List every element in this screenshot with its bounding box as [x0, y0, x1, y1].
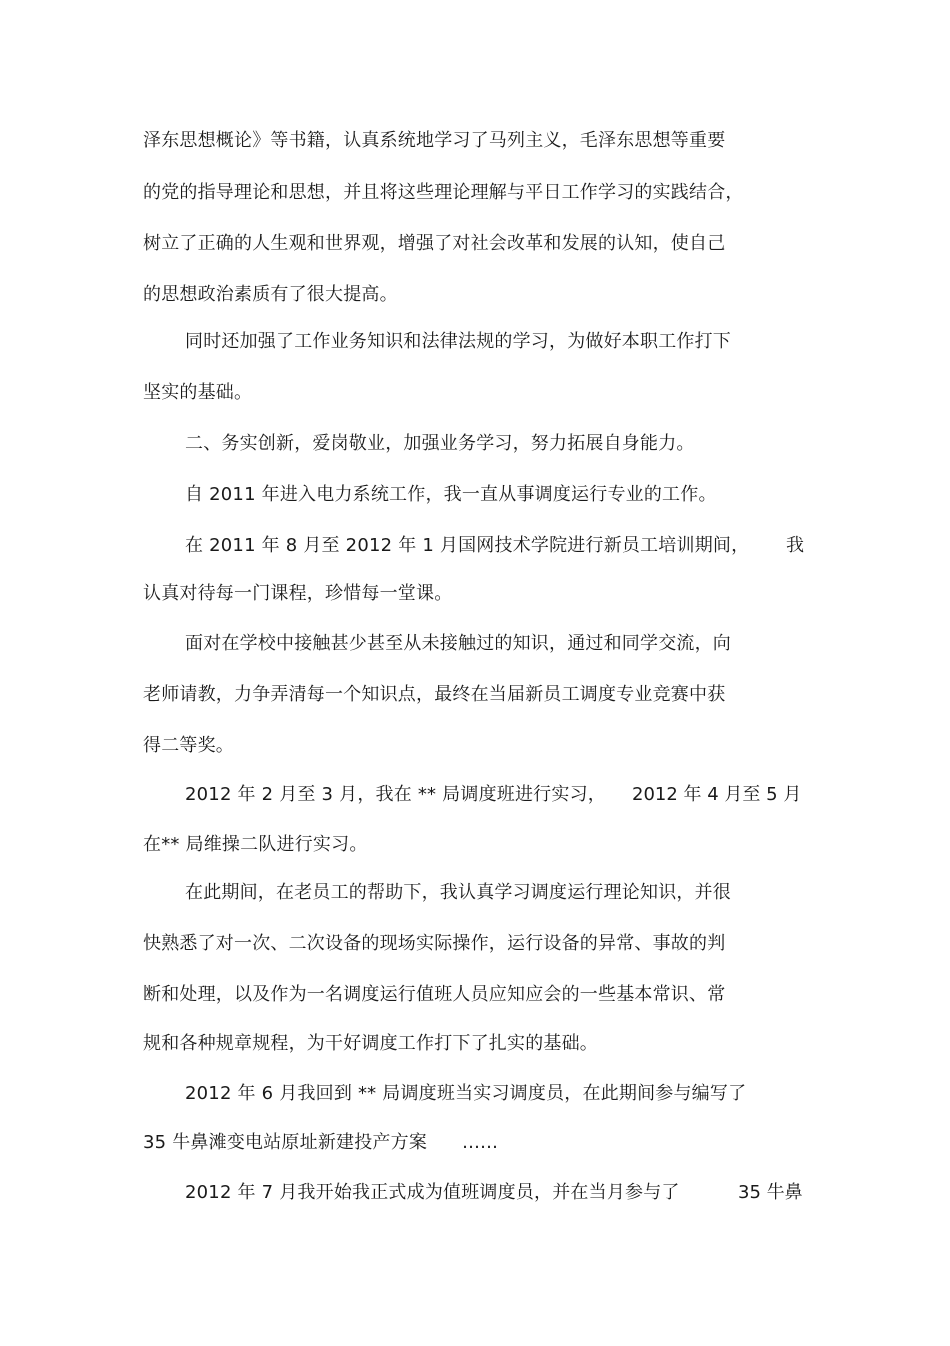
- text-line-tail: 我: [786, 535, 804, 556]
- text-line: 在此期间，在老员工的帮助下，我认真学习调度运行理论知识，并很: [185, 882, 731, 903]
- text-line: 的思想政治素质有了很大提高。: [143, 284, 398, 305]
- text-line: 老师请教，力争弄清每一个知识点，最终在当届新员工调度专业竞赛中获: [143, 684, 726, 705]
- text-line: 同时还加强了工作业务知识和法律法规的学习，为做好本职工作打下: [185, 331, 731, 352]
- text-line-tail: 2012 年 4 月至 5 月: [632, 784, 802, 805]
- text-line: 2012 年 7 月我开始我正式成为值班调度员，并在当月参与了: [185, 1182, 680, 1203]
- text-line: 快熟悉了对一次、二次设备的现场实际操作，运行设备的异常、事故的判: [143, 933, 726, 954]
- text-line: 2012 年 2 月至 3 月，我在 ** 局调度班进行实习，: [185, 784, 606, 805]
- text-line: 2012 年 6 月我回到 ** 局调度班当实习调度员，在此期间参与编写了: [185, 1083, 747, 1104]
- text-line: 坚实的基础。: [143, 382, 253, 403]
- text-line: 35 牛鼻滩变电站原址新建投产方案: [143, 1132, 428, 1153]
- text-line: 认真对待每一门课程，珍惜每一堂课。: [143, 583, 453, 604]
- text-line: 规和各种规章规程，为干好调度工作打下了扎实的基础。: [143, 1033, 598, 1054]
- text-line: 在** 局维操二队进行实习。: [143, 834, 368, 855]
- text-line: 面对在学校中接触甚少甚至从未接触过的知识，通过和同学交流，向: [185, 633, 731, 654]
- text-line: 泽东思想概论》等书籍，认真系统地学习了马列主义，毛泽东思想等重要: [143, 130, 726, 151]
- text-line: 断和处理，以及作为一名调度运行值班人员应知应会的一些基本常识、常: [143, 984, 726, 1005]
- section-heading: 二、务实创新，爱岗敬业，加强业务学习，努力拓展自身能力。: [185, 433, 695, 454]
- text-line: 自 2011 年进入电力系统工作，我一直从事调度运行专业的工作。: [185, 484, 717, 505]
- text-line: 得二等奖。: [143, 735, 234, 756]
- ellipsis: ……: [462, 1132, 498, 1153]
- text-line-tail: 35 牛鼻: [738, 1182, 803, 1203]
- text-line: 的党的指导理论和思想，并且将这些理论理解与平日工作学习的实践结合，: [143, 182, 744, 203]
- text-line: 在 2011 年 8 月至 2012 年 1 月国网技术学院进行新员工培训期间，: [185, 535, 750, 556]
- text-line: 树立了正确的人生观和世界观，增强了对社会改革和发展的认知，使自己: [143, 233, 726, 254]
